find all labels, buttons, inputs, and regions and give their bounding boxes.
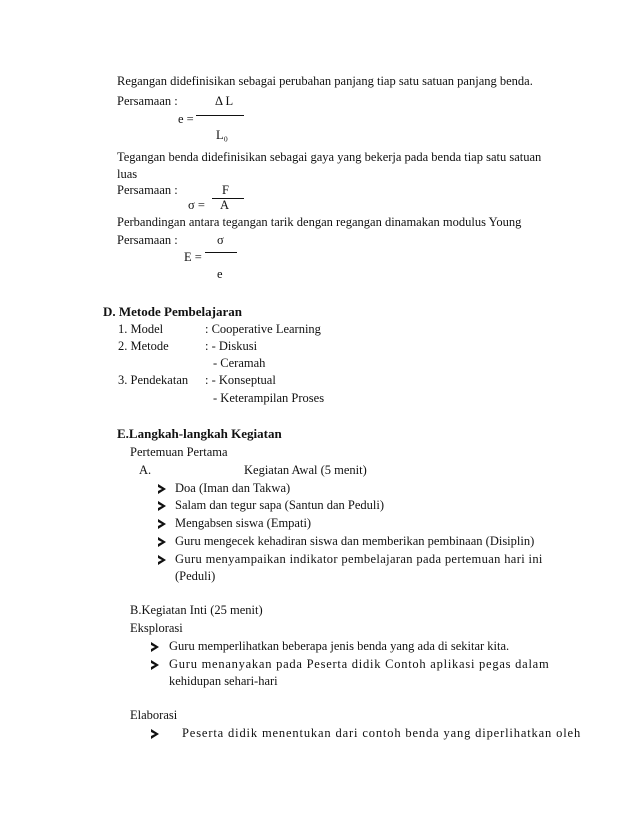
young-numerator: σ bbox=[217, 233, 224, 247]
method-value: - Ceramah bbox=[213, 356, 266, 370]
arrow-bullet-icon bbox=[151, 660, 159, 670]
strain-fraction-bar bbox=[196, 115, 244, 116]
section-d-heading: D. Metode Pembelajaran bbox=[103, 304, 242, 319]
method-value: : - Diskusi bbox=[205, 339, 258, 353]
young-definition: Perbandingan antara tegangan tarik dengan regangan dinamakan modulus Young bbox=[117, 215, 522, 229]
list-item: Guru mengecek kehadiran siswa dan memberikan pembinaan (Disiplin) bbox=[175, 534, 535, 548]
exploration-label: Eksplorasi bbox=[130, 621, 183, 635]
arrow-bullet-icon bbox=[151, 729, 159, 739]
list-item: Guru memperlihatkan beberapa jenis benda yang ada di sekitar kita. bbox=[169, 639, 510, 653]
stress-numerator: F bbox=[222, 183, 229, 197]
list-item: Salam dan tegur sapa (Santun dan Peduli) bbox=[175, 498, 384, 512]
arrow-bullet-icon bbox=[158, 537, 166, 547]
stress-equation-label: Persamaan : bbox=[117, 183, 178, 197]
young-lhs: E = bbox=[184, 250, 202, 264]
stress-denominator: A bbox=[220, 198, 230, 212]
strain-equation-label: Persamaan : bbox=[117, 94, 178, 108]
section-e-heading: E.Langkah-langkah Kegiatan bbox=[117, 426, 282, 441]
method-value: - Keterampilan Proses bbox=[213, 391, 325, 405]
elaboration-label: Elaborasi bbox=[130, 708, 178, 722]
strain-lhs: e = bbox=[178, 112, 194, 126]
list-item: Doa (Iman dan Takwa) bbox=[175, 481, 291, 495]
young-equation-label: Persamaan : bbox=[117, 233, 178, 247]
method-value: : - Konseptual bbox=[205, 373, 276, 387]
part-b-title: B.Kegiatan Inti (25 menit) bbox=[130, 603, 263, 617]
method-value: : Cooperative Learning bbox=[205, 322, 321, 336]
stress-lhs: σ = bbox=[188, 198, 205, 212]
part-a-title: Kegiatan Awal (5 menit) bbox=[244, 463, 367, 477]
list-item: Guru menyampaikan indikator pembelajaran pada pertemuan hari ini bbox=[175, 552, 543, 566]
list-item-continuation: (Peduli) bbox=[175, 569, 216, 583]
list-item-continuation: kehidupan sehari-hari bbox=[169, 674, 278, 688]
stress-definition-line1: Tegangan benda didefinisikan sebagai gaya yang bekerja pada benda tiap satu satuan bbox=[117, 150, 542, 164]
method-label: 2. Metode bbox=[118, 339, 169, 353]
arrow-bullet-icon bbox=[158, 484, 166, 494]
young-fraction-bar bbox=[205, 252, 237, 253]
part-a-letter: A. bbox=[139, 463, 152, 477]
arrow-bullet-icon bbox=[158, 519, 166, 529]
arrow-bullet-icon bbox=[158, 501, 166, 511]
strain-definition: Regangan didefinisikan sebagai perubahan panjang tiap satu satuan panjang benda. bbox=[117, 74, 533, 88]
method-label: 3. Pendekatan bbox=[118, 373, 189, 387]
meeting-title: Pertemuan Pertama bbox=[130, 445, 228, 459]
method-label: 1. Model bbox=[118, 322, 164, 336]
list-item: Mengabsen siswa (Empati) bbox=[175, 516, 312, 530]
list-item: Peserta didik menentukan dari contoh benda yang diperlihatkan oleh bbox=[182, 726, 582, 740]
stress-definition-line2: luas bbox=[117, 167, 138, 181]
arrow-bullet-icon bbox=[151, 642, 159, 652]
list-item: Guru menanyakan pada Peserta didik Contoh aplikasi pegas dalam bbox=[169, 657, 550, 671]
arrow-bullet-icon bbox=[158, 555, 166, 565]
strain-denominator: L₀ bbox=[216, 128, 228, 142]
strain-numerator: Δ L bbox=[215, 94, 234, 108]
young-denominator: e bbox=[217, 267, 223, 281]
